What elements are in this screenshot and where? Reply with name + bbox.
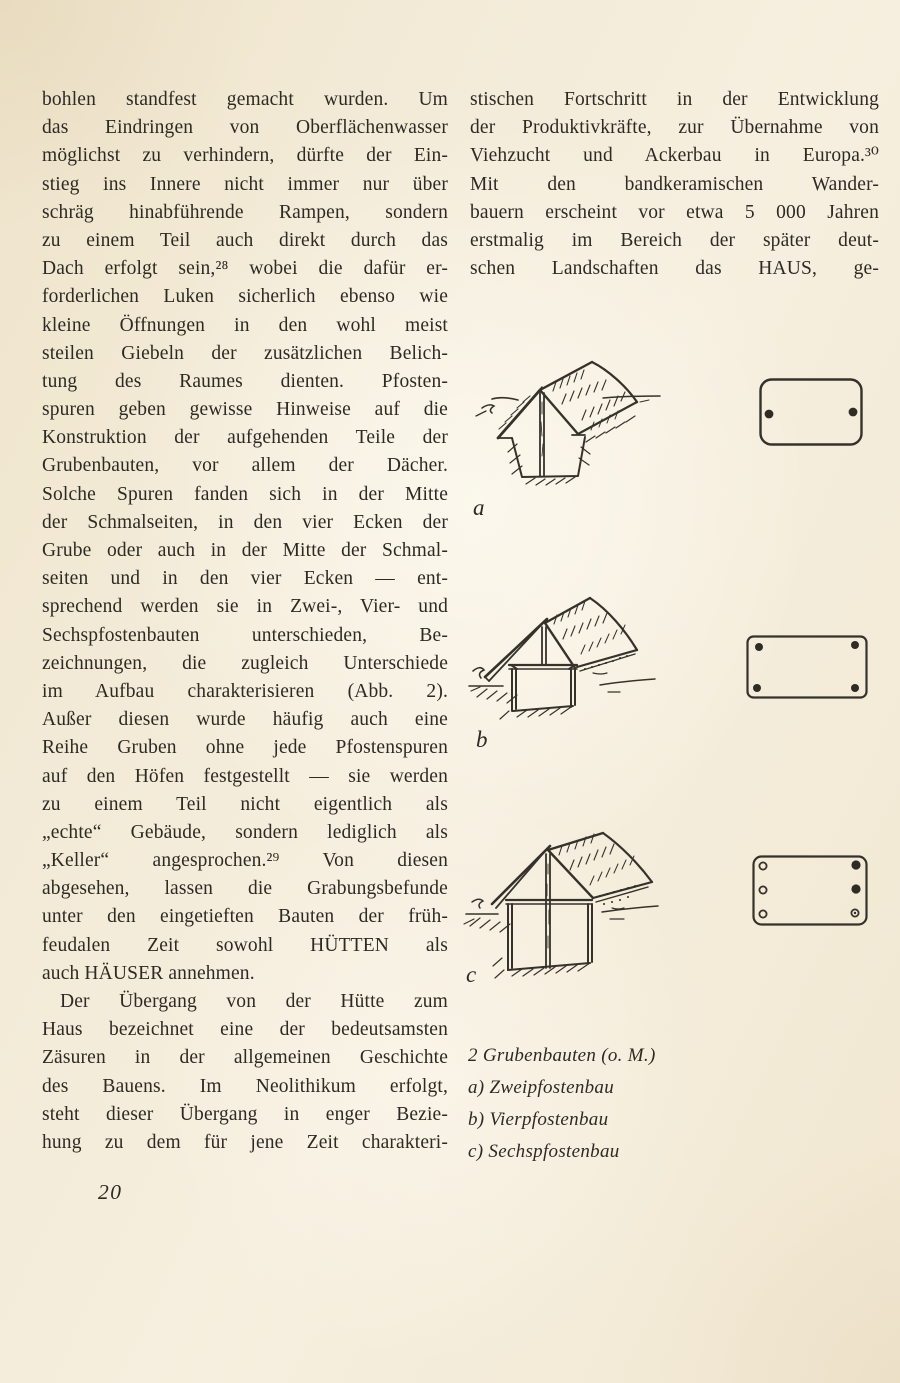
text-line: der Schmalseiten, in den vier Ecken der: [42, 511, 448, 533]
text-line: im Aufbau charakterisieren (Abb. 2).: [42, 680, 448, 702]
text-line: forderlichen Luken sicherlich ebenso wie: [42, 286, 448, 308]
post-dot: [851, 684, 859, 692]
text-line: zeichnungen, die zugleich Unterschiede: [42, 652, 448, 674]
plan-outline: [754, 857, 867, 925]
text-line: auf den Höfen festgestellt — sie werden: [42, 765, 448, 787]
ground-line-right: [603, 396, 660, 398]
post-dot: [755, 643, 763, 651]
ridge-post: [542, 627, 546, 665]
wall-post: [588, 904, 592, 964]
text-line: kleine Öffnungen in den wohl meist: [42, 314, 448, 336]
text-line: steilen Giebeln der zusätzlichen Belich-: [42, 342, 448, 364]
text-line: bauern erscheint vor etwa 5 000 Jahren: [470, 201, 879, 223]
text-line: spuren geben gewisse Hinweise auf die: [42, 399, 448, 421]
post-dot: [759, 886, 766, 893]
text-line: zu einem Teil auch direkt durch das: [42, 229, 448, 251]
text-line: Der Übergang von der Hütte zum: [60, 991, 448, 1012]
text-line: a) Zweipfostenbau: [468, 1077, 615, 1098]
post-dot: [849, 408, 858, 417]
text-line: schen Landschaften das HAUS, ge-: [470, 258, 879, 280]
floor-plan-c: [750, 853, 870, 928]
pit-outline: [512, 437, 585, 477]
post-dot: [851, 860, 860, 869]
post-dot: [851, 884, 860, 893]
text-line: zu einem Teil nicht eigentlich als: [42, 793, 448, 815]
text-line: Mit den bandkeramischen Wander-: [470, 173, 879, 195]
text-line: seiten und in den vier Ecken — ent-: [42, 568, 448, 590]
wall-post: [571, 669, 575, 707]
text-line: abgesehen, lassen die Grabungsbefunde: [42, 878, 448, 900]
text-line: sprechend werden sie in Zwei-, Vier- und: [42, 596, 448, 618]
text-line: unter den eingetieften Bauten der früh-: [42, 906, 448, 928]
text-line: Viehzucht und Ackerbau in Europa.³⁰: [470, 145, 879, 167]
text-line: der Produktivkräfte, zur Übernahme von: [470, 117, 879, 139]
roof-ridge: [545, 598, 590, 623]
ground-line-left: [492, 398, 518, 400]
text-line: Zäsuren in der allgemeinen Geschichte: [42, 1047, 448, 1069]
wall-post: [508, 904, 512, 970]
text-line: Grube oder auch in der Mitte der Schmal-: [42, 540, 448, 561]
text-line: das Eindringen von Oberflächenwasser: [42, 117, 448, 139]
text-line: stischen Fortschritt in der Entwicklung: [470, 89, 879, 110]
text-line: Konstruktion der aufgehenden Teile der: [42, 427, 448, 449]
text-line: b) Vierpfostenbau: [468, 1109, 609, 1130]
caption-items: [468, 1072, 798, 1168]
text-line: Dach erfolgt sein,²⁸ wobei die dafür er-: [42, 258, 448, 280]
text-line: erstmalig im Bereich der später deut-: [470, 229, 879, 251]
text-line: Außer diesen wurde häufig auch eine: [42, 709, 448, 731]
floor-plan-a: [757, 376, 865, 448]
caption-title: 2 Grubenbauten (o. M.): [468, 1045, 656, 1066]
text-line: schräg hinabführende Rampen, sondern: [42, 201, 448, 223]
post-dot: [765, 410, 774, 419]
text-line: stieg ins Innere nicht immer nur über: [42, 173, 448, 195]
left-text-column: [42, 86, 448, 1157]
text-line: c) Sechspfostenbau: [468, 1141, 620, 1162]
post-dot: [759, 862, 766, 869]
pit-house-sketch-b: [465, 585, 675, 735]
text-line: bohlen standfest gemacht wurden. Um: [42, 89, 448, 110]
text-line: „echte“ Gebäude, sondern lediglich als: [42, 821, 448, 843]
post-dot: [753, 684, 761, 692]
text-line: steht dieser Übergang in enger Bezie-: [42, 1103, 448, 1125]
wall-post: [512, 669, 516, 711]
figure-label-c: c: [466, 962, 477, 987]
text-line: feudalen Zeit sowohl HÜTTEN als: [42, 934, 448, 956]
text-line: Haus bezeichnet eine der bedeutsamsten: [42, 1019, 448, 1041]
text-line: hung zu dem für jene Zeit charakteri-: [42, 1131, 448, 1153]
text-line: Solche Spuren fanden sich in der Mitte: [42, 483, 448, 505]
pit-house-sketch-a: [468, 352, 673, 504]
text-line: Grubenbauten, vor allem der Dächer.: [42, 455, 448, 477]
text-line: des Bauens. Im Neolithikum erfolgt,: [42, 1075, 448, 1097]
figure-label-a: a: [473, 495, 485, 520]
text-line: möglichst zu verhindern, dürfte der Ein-: [42, 145, 448, 167]
plan-outline: [761, 380, 862, 445]
figure-caption: [468, 1040, 798, 1168]
text-line: Reihe Gruben ohne jede Pfostenspuren: [42, 737, 448, 759]
text-line: auch HÄUSER annehmen.: [42, 962, 255, 984]
page-number: 20: [98, 1180, 123, 1204]
roof-ridge: [540, 362, 592, 390]
text-line: Sechspfostenbauten unterschieden, Be-: [42, 624, 448, 646]
post-dot: [759, 910, 766, 917]
ground-line-right: [600, 679, 655, 685]
figure-label-b: b: [476, 727, 488, 752]
plan-outline: [748, 637, 867, 698]
text-line: „Keller“ angesprochen.²⁹ Von diesen: [42, 850, 448, 872]
right-text-column: [470, 86, 879, 283]
post-dot: [851, 641, 859, 649]
pit-house-sketch-c: [462, 820, 677, 990]
text-line: tung des Raumes dienten. Pfosten-: [42, 370, 448, 392]
ground-line-right: [602, 906, 658, 912]
floor-plan-b: [744, 633, 870, 701]
